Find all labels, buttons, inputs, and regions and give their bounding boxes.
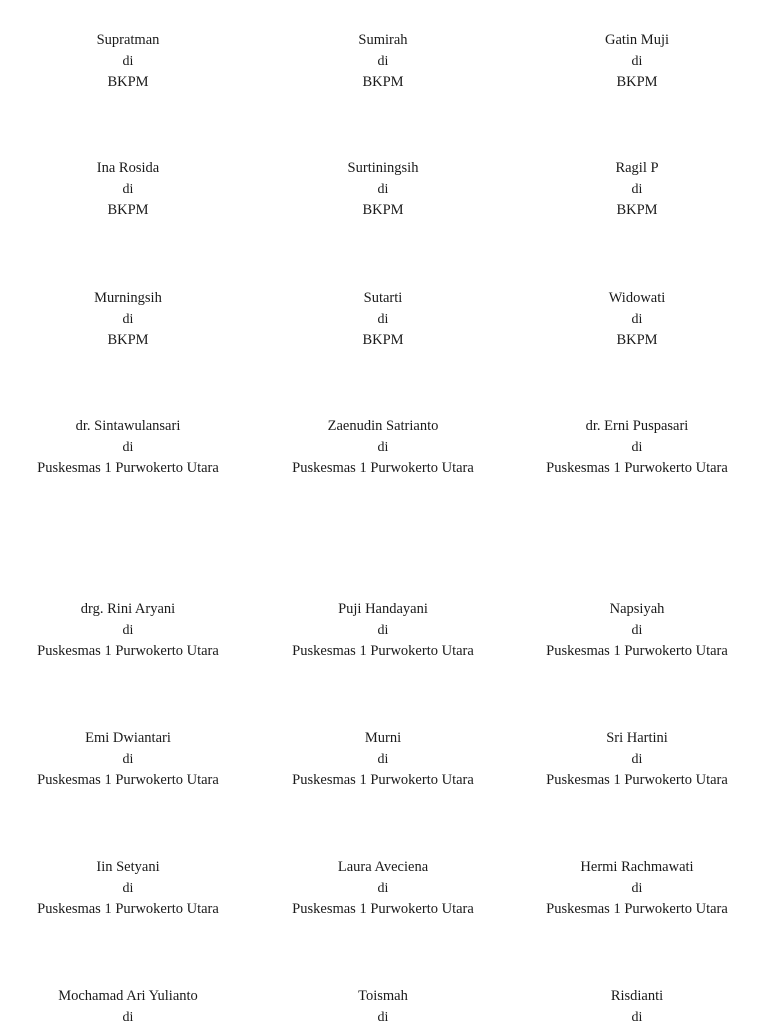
label-place: Puskesmas 1 Purwokerto Utara <box>546 901 728 917</box>
address-label <box>509 158 765 221</box>
label-place: Puskesmas 1 Purwokerto Utara <box>37 901 219 917</box>
label-name: Supratman <box>96 32 160 48</box>
address-label <box>0 599 256 662</box>
label-place: BKPM <box>362 202 404 218</box>
label-di: di <box>631 440 643 455</box>
label-di: di <box>122 881 134 896</box>
address-label <box>0 158 256 221</box>
label-di: di <box>377 440 389 455</box>
label-place: Puskesmas 1 Purwokerto Utara <box>292 901 474 917</box>
label-place: Puskesmas 1 Purwokerto Utara <box>546 643 728 659</box>
label-name: Napsiyah <box>609 601 665 617</box>
label-name: Zaenudin Satrianto <box>327 418 439 434</box>
label-place: BKPM <box>107 202 149 218</box>
label-place: BKPM <box>362 74 404 90</box>
address-label <box>255 288 511 351</box>
label-di: di <box>631 1010 643 1025</box>
label-di: di <box>377 182 389 197</box>
address-label <box>0 30 256 93</box>
label-name: Toismah <box>358 988 408 1004</box>
label-name: Laura Aveciena <box>337 859 429 875</box>
label-name: Hermi Rachmawati <box>580 859 694 875</box>
address-label <box>255 599 511 662</box>
label-di: di <box>377 312 389 327</box>
label-di: di <box>631 881 643 896</box>
address-label <box>0 857 256 920</box>
address-label <box>255 728 511 791</box>
label-di: di <box>122 1010 134 1025</box>
address-label <box>509 416 765 479</box>
address-label <box>509 728 765 791</box>
label-place: Puskesmas 1 Purwokerto Utara <box>37 643 219 659</box>
label-place: Puskesmas 1 Purwokerto Utara <box>546 772 728 788</box>
label-name: Murni <box>364 730 402 746</box>
label-name: Gatin Muji <box>604 32 670 48</box>
address-label <box>509 30 765 93</box>
address-label <box>255 857 511 920</box>
label-name: Puji Handayani <box>338 601 428 617</box>
address-label <box>255 158 511 221</box>
label-di: di <box>122 182 134 197</box>
label-di: di <box>631 54 643 69</box>
address-label <box>509 857 765 920</box>
address-label <box>0 416 256 479</box>
label-place: BKPM <box>616 332 658 348</box>
address-label <box>0 986 256 1028</box>
address-label <box>255 30 511 93</box>
address-label <box>509 288 765 351</box>
label-name: Mochamad Ari Yulianto <box>58 988 198 1004</box>
label-place: BKPM <box>616 74 658 90</box>
address-label <box>0 728 256 791</box>
label-di: di <box>122 54 134 69</box>
label-place: Puskesmas 1 Purwokerto Utara <box>292 643 474 659</box>
label-place: Puskesmas 1 Purwokerto Utara <box>37 460 219 476</box>
label-di: di <box>631 312 643 327</box>
label-name: Sri Hartini <box>606 730 668 746</box>
label-di: di <box>122 440 134 455</box>
label-place: Puskesmas 1 Purwokerto Utara <box>292 772 474 788</box>
label-place: Puskesmas 1 Purwokerto Utara <box>546 460 728 476</box>
address-label <box>255 416 511 479</box>
label-di: di <box>377 752 389 767</box>
label-di: di <box>122 312 134 327</box>
label-name: Risdianti <box>610 988 664 1004</box>
label-di: di <box>377 881 389 896</box>
address-label <box>0 288 256 351</box>
label-name: Sumirah <box>358 32 408 48</box>
label-di: di <box>377 623 389 638</box>
label-name: Iin Setyani <box>96 859 160 875</box>
label-name: Sutarti <box>363 290 403 306</box>
label-name: Emi Dwiantari <box>85 730 171 746</box>
label-name: dr. Erni Puspasari <box>585 418 689 434</box>
label-name: Widowati <box>608 290 666 306</box>
label-name: Surtiningsih <box>347 160 419 176</box>
label-place: Puskesmas 1 Purwokerto Utara <box>292 460 474 476</box>
address-label <box>509 599 765 662</box>
label-di: di <box>122 752 134 767</box>
label-name: Murningsih <box>94 290 162 306</box>
label-place: BKPM <box>362 332 404 348</box>
label-di: di <box>631 752 643 767</box>
label-di: di <box>631 182 643 197</box>
label-name: dr. Sintawulansari <box>75 418 181 434</box>
label-name: Ina Rosida <box>96 160 160 176</box>
label-name: Ragil P <box>615 160 659 176</box>
address-label <box>509 986 765 1028</box>
label-di: di <box>377 54 389 69</box>
label-di: di <box>122 623 134 638</box>
address-label <box>255 986 511 1028</box>
label-place: BKPM <box>107 332 149 348</box>
label-place: BKPM <box>107 74 149 90</box>
label-name: drg. Rini Aryani <box>80 601 176 617</box>
label-place: BKPM <box>616 202 658 218</box>
label-place: Puskesmas 1 Purwokerto Utara <box>37 772 219 788</box>
label-di: di <box>631 623 643 638</box>
label-di: di <box>377 1010 389 1025</box>
